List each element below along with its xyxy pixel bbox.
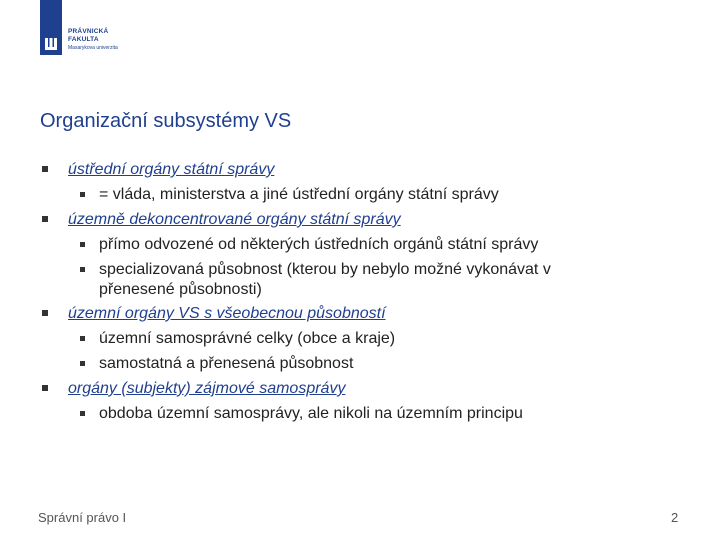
list-item xyxy=(40,301,680,326)
sub-list-item-text: územní samosprávné celky (obce a kraje) xyxy=(99,330,396,347)
slide-title: Organizační subsystémy VS xyxy=(40,110,292,132)
list-item-text: ústřední orgány státní správy xyxy=(68,161,275,178)
bullet-square-icon xyxy=(42,216,48,222)
bullet-square-icon xyxy=(42,166,48,172)
list-item-text: orgány (subjekty) zájmové samosprávy xyxy=(68,380,346,397)
list-item-text: územní orgány VS s všeobecnou působností xyxy=(68,305,386,322)
sub-list-item-text: specializovaná působnost (kterou by nebylo možné vykonávat v xyxy=(99,261,551,278)
sub-list-item xyxy=(40,401,680,426)
bullet-square-icon xyxy=(80,411,85,416)
list-item xyxy=(40,376,680,401)
logo-bar xyxy=(40,0,62,55)
footer-course-name: Správní právo I xyxy=(38,510,127,525)
logo-line-3: Masarykova univerzita xyxy=(68,45,118,51)
list-item xyxy=(40,207,680,232)
bullet-list xyxy=(40,157,680,426)
sub-list-item xyxy=(40,232,680,257)
logo-line-2: FAKULTA xyxy=(68,36,99,43)
logo-line-1: PRÁVNICKÁ xyxy=(68,28,109,35)
sub-list-item-continuation xyxy=(40,279,680,301)
sub-list-item-text: přímo odvozené od některých ústředních orgánů státní správy xyxy=(99,236,539,253)
sub-list-item-text: samostatná a přenesená působnost xyxy=(99,355,354,372)
page-number: 2 xyxy=(671,510,679,525)
sub-list-item-text: = vláda, ministerstva a jiné ústřední orgány státní správy xyxy=(99,186,499,203)
bullet-square-icon xyxy=(42,310,48,316)
bullet-square-icon xyxy=(80,336,85,341)
list-item xyxy=(40,157,680,182)
list-item-text: územně dekoncentrované orgány státní správy xyxy=(68,211,401,228)
bullet-square-icon xyxy=(80,361,85,366)
logo-text xyxy=(68,28,118,53)
bullet-square-icon xyxy=(80,192,85,197)
sub-list-item xyxy=(40,182,680,207)
sub-list-item-text: přenesené působnosti) xyxy=(99,281,262,298)
bullet-square-icon xyxy=(80,242,85,247)
sub-list-item xyxy=(40,326,680,351)
sub-list-item xyxy=(40,351,680,376)
bullet-square-icon xyxy=(42,385,48,391)
bullet-square-icon xyxy=(80,267,85,272)
sub-list-item-text: obdoba územní samosprávy, ale nikoli na územním principu xyxy=(99,405,523,422)
university-emblem-icon xyxy=(44,37,58,51)
